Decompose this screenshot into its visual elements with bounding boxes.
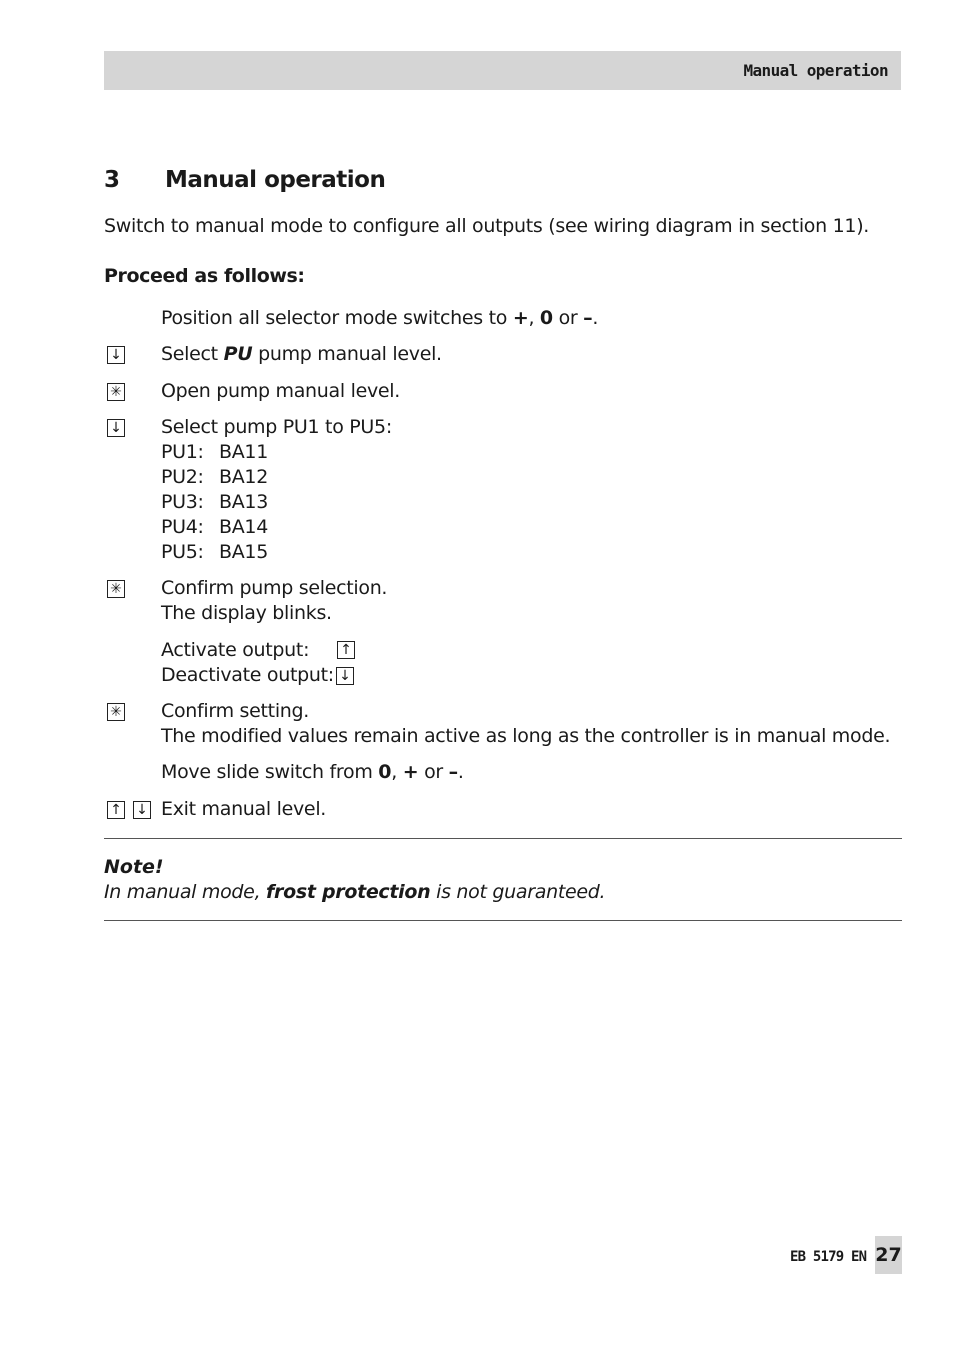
step-select-pu: Select PU pump manual level. — [161, 343, 442, 365]
document-id: EB 5179 EN — [790, 1249, 867, 1265]
note-text: In manual mode, frost protection is not guaranteed. — [104, 881, 606, 903]
down-key-icon: ↓ — [107, 419, 125, 437]
step-select-pump: Select pump PU1 to PU5: — [161, 416, 392, 438]
pump-row: PU4: BA14 — [161, 516, 269, 538]
note-bottom-rule — [104, 920, 902, 921]
up-key-icon: ↑ — [107, 801, 125, 819]
enter-key-icon: ✳ — [107, 383, 125, 401]
up-key-icon: ↑ — [337, 641, 355, 659]
step-open-level: Open pump manual level. — [161, 380, 401, 402]
down-key-icon: ↓ — [107, 346, 125, 364]
header-title: Manual operation — [743, 61, 888, 80]
page-number: 27 — [875, 1236, 902, 1274]
activate-output-label: Activate output: — [161, 639, 310, 661]
section-number: 3 — [104, 167, 121, 193]
step-display-blinks: The display blinks. — [161, 602, 332, 624]
step-confirm-setting: Confirm setting. — [161, 700, 310, 722]
section-title: Manual operation — [165, 167, 386, 193]
note-top-rule — [104, 838, 902, 839]
pump-row: PU5: BA15 — [161, 541, 269, 563]
intro-text: Switch to manual mode to configure all outputs (see wiring diagram in section 11). — [104, 215, 870, 237]
note-title: Note! — [104, 856, 164, 878]
pump-row: PU2: BA12 — [161, 466, 269, 488]
header-bar — [104, 51, 901, 90]
deactivate-output-label: Deactivate output: — [161, 664, 334, 686]
down-key-icon: ↓ — [133, 801, 151, 819]
step-position-switches: Position all selector mode switches to +, 0 or –. — [161, 307, 599, 329]
proceed-label: Proceed as follows: — [104, 265, 305, 287]
enter-key-icon: ✳ — [107, 703, 125, 721]
step-exit: Exit manual level. — [161, 798, 327, 820]
step-modified-values: The modified values remain active as long as the controller is in manual mode. — [161, 725, 891, 747]
step-confirm-pump: Confirm pump selection. — [161, 577, 388, 599]
down-key-icon: ↓ — [336, 667, 354, 685]
pump-row: PU3: BA13 — [161, 491, 269, 513]
enter-key-icon: ✳ — [107, 580, 125, 598]
pump-row: PU1: BA11 — [161, 441, 269, 463]
step-move-slide: Move slide switch from 0, + or –. — [161, 761, 464, 783]
